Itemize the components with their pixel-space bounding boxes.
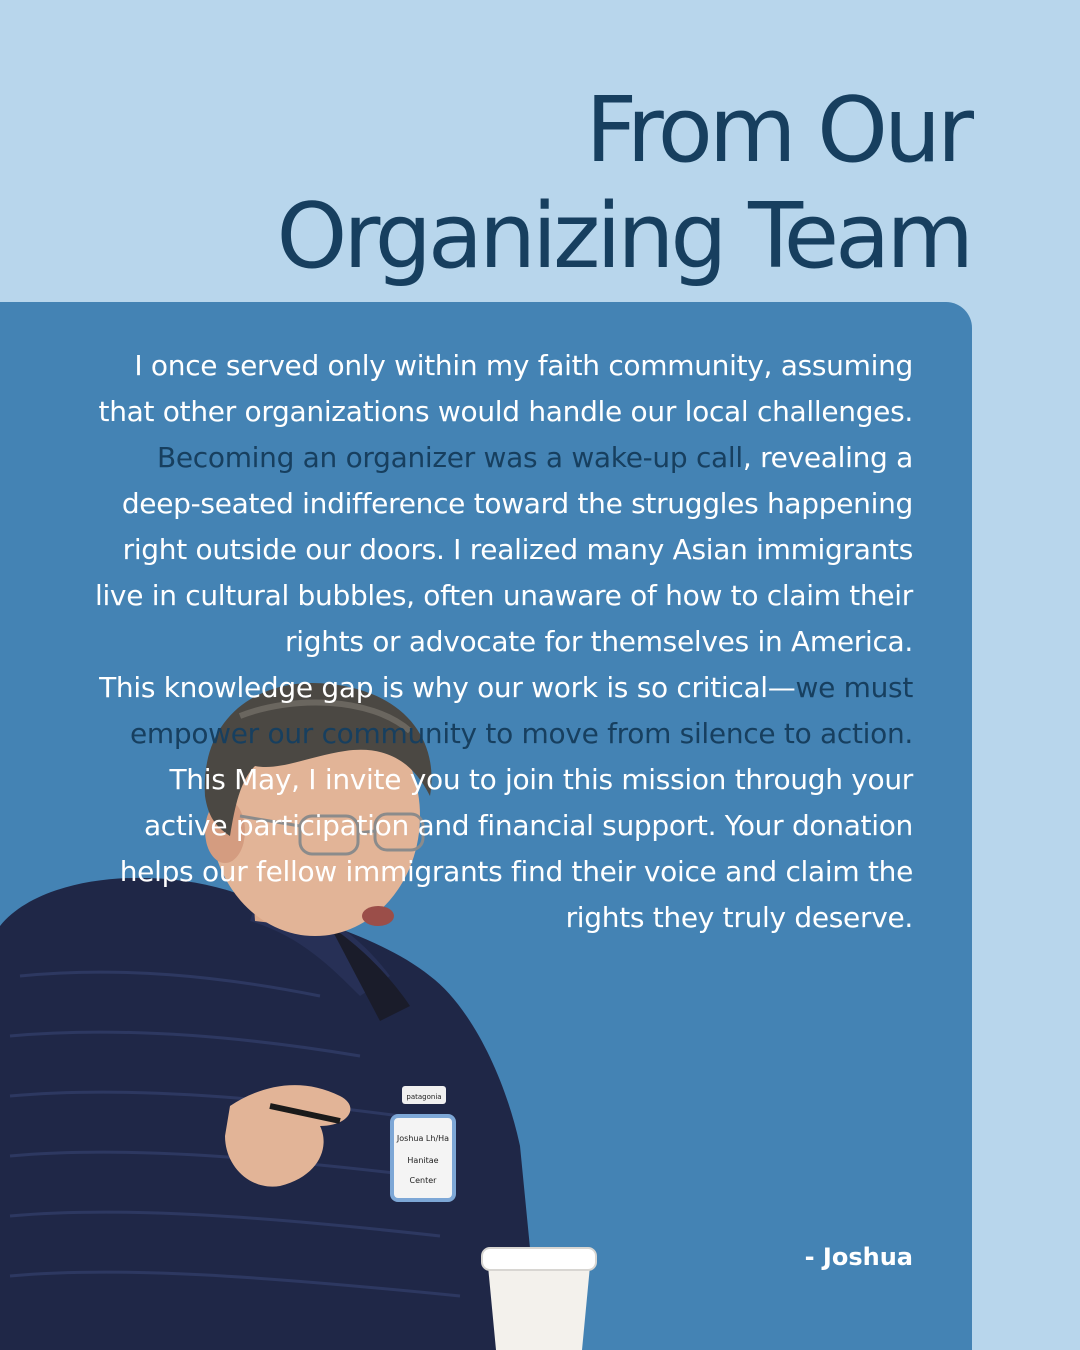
signature: - Joshua: [804, 1243, 913, 1271]
jacket-logo: patagonia: [406, 1093, 442, 1101]
message-paragraph-1: [83, 343, 913, 665]
highlighted-text: Becoming an organizer was a wake-up call: [156, 441, 743, 474]
page-title: [277, 78, 971, 290]
name-tag-line-1: Joshua Lh/Ha: [396, 1134, 450, 1143]
message-text: This knowledge gap is why our work is so critical—: [99, 671, 796, 704]
organizer-message: [83, 343, 913, 941]
title-line-2: Organizing Team: [276, 184, 970, 289]
message-paragraph-3: This May, I invite you to join this mission through your active participation and financial support. Your donation helps our fellow immigrants find their voice and claim the rights they truly deserve.: [119, 763, 913, 934]
message-paragraph-2: [83, 665, 913, 757]
message-text: , revealing a deep-seated indifference toward the struggles happening right outside our doors. I realized many Asian immigrants live in cultural bubbles, often unaware of how to claim their rights or advocate for themselves in America.: [94, 441, 913, 658]
message-text: I once served only within my faith community, assuming that other organizations would handle our local challenges.: [98, 349, 913, 428]
name-tag-line-2: Hanitae: [407, 1156, 439, 1165]
title-line-1: From Our: [585, 78, 970, 183]
highlighted-text: we must empower our community to move from silence to action.: [129, 671, 913, 750]
name-tag-line-3: Center: [409, 1176, 437, 1185]
